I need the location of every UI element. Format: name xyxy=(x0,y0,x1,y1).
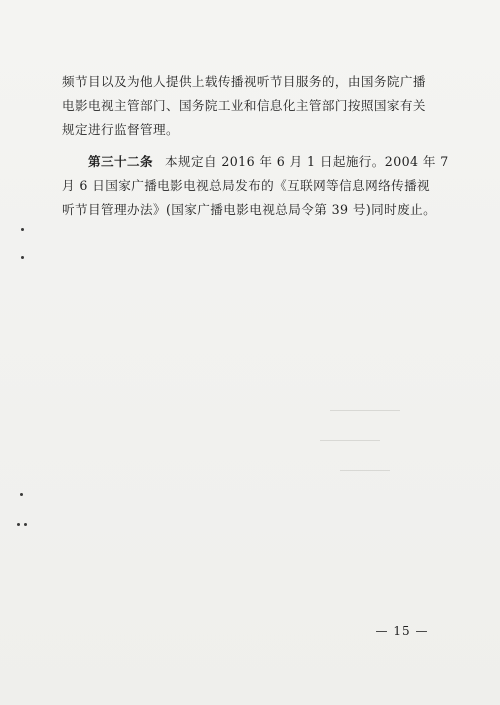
text-line: 电影电视主管部门、国务院工业和信息化主管部门按照国家有关 xyxy=(62,98,426,113)
text-line: 规定进行监督管理。 xyxy=(62,122,179,137)
scan-speck xyxy=(20,493,23,496)
bleed-through-mark xyxy=(330,410,400,411)
text-line xyxy=(62,150,449,174)
bleed-through-mark xyxy=(340,470,390,471)
scan-speck xyxy=(24,523,27,526)
article-heading: 第三十二条 xyxy=(88,154,153,169)
paragraph-continuation xyxy=(62,70,444,142)
scan-speck xyxy=(21,256,24,259)
article-32-paragraph xyxy=(62,150,449,222)
page-number: — 15 — xyxy=(375,624,429,638)
scan-speck xyxy=(21,228,24,231)
bleed-through-mark xyxy=(320,440,380,441)
text-line: 听节目管理办法》(国家广播电影电视总局令第 39 号)同时废止。 xyxy=(62,202,437,217)
document-body xyxy=(62,70,449,222)
scan-speck xyxy=(17,523,20,526)
text-line: 月 6 日国家广播电影电视总局发布的《互联网等信息网络传播视 xyxy=(62,178,431,193)
article-first-line: 本规定自 2016 年 6 月 1 日起施行。2004 年 7 xyxy=(164,154,449,169)
text-line: 频节目以及为他人提供上载传播视听节目服务的，由国务院广播 xyxy=(62,74,426,89)
